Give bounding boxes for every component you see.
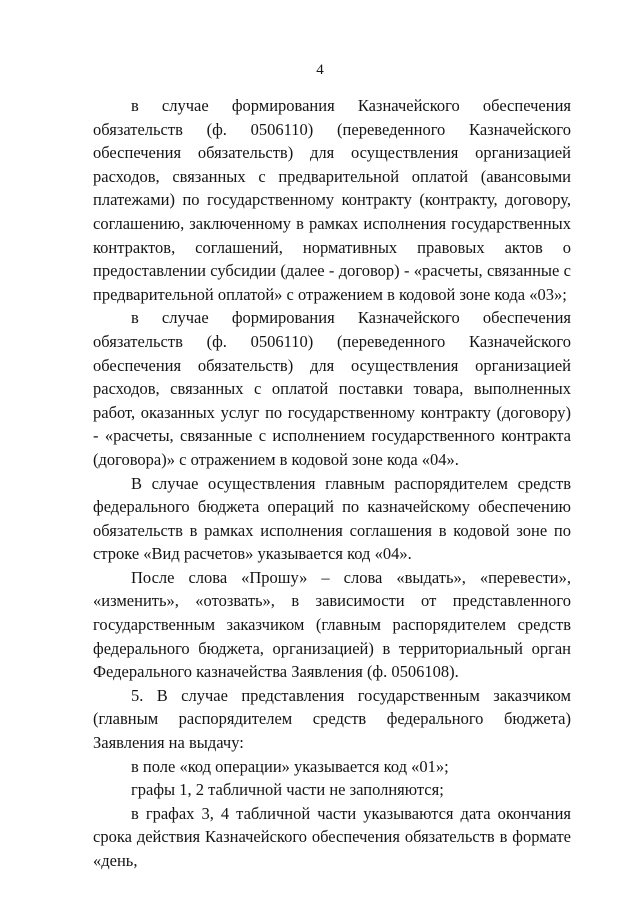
paragraph-chief-administrator-case: В случае осуществления главным распорядителем средств федерального бюджета операций по казначейскому обеспечению обязательств в рамках исполнения соглашения в кодовой зоне по строке «Вид расчетов» указывается код «04». bbox=[93, 473, 571, 564]
paragraph-after-word-request: После слова «Прошу» – слова «выдать», «перевести», «изменить», «отозвать», в зависимости от представленного государственным заказчиком (главным распорядителем средств федерального бюджета, организацией) в территориальный орган Федерального казначейства Заявления (ф. 0506108). bbox=[93, 567, 571, 682]
page-number: 4 bbox=[316, 62, 324, 78]
paragraph-operation-code: в поле «код операции» указывается код «01»; bbox=[131, 756, 449, 776]
paragraph-columns-1-2: графы 1, 2 табличной части не заполняются; bbox=[131, 780, 444, 800]
paragraph-item-5: 5. В случае представления государственным заказчиком (главным распорядителем средств федерального бюджета) Заявления на выдачу: bbox=[93, 685, 571, 753]
paragraph-columns-3-4: в графах 3, 4 табличной части указываются дата окончания срока действия Казначейского обеспечения обязательств в формате «день, bbox=[93, 803, 571, 870]
document-body bbox=[93, 94, 571, 873]
paragraph-advance-payment-case: в случае формирования Казначейского обеспечения обязательств (ф. 0506110) (переведенного Казначейского обеспечения обязательств) для осуществления организацией расходов, связанных с предварительной оплатой (авансовыми платежами) по государственному контракту (контракту, договору, соглашению, заключенному в рамках исполнения государственных контрактов, соглашений, нормативных правовых актов о предоставлении субсидии (далее - договор) - «расчеты, связанные с предварительной оплатой» с отражением в кодовой зоне кода «03»; bbox=[93, 96, 571, 304]
paragraph-contract-execution-case: в случае формирования Казначейского обеспечения обязательств (ф. 0506110) (переведенного Казначейского обеспечения обязательств) для осуществления организацией расходов, связанных с оплатой поставки товара, выполненных работ, оказанных услуг по государственному контракту (договору) - «расчеты, связанные с исполнением государственного контракта (договора)» с отражением в кодовой зоне кода «04». bbox=[93, 308, 571, 469]
